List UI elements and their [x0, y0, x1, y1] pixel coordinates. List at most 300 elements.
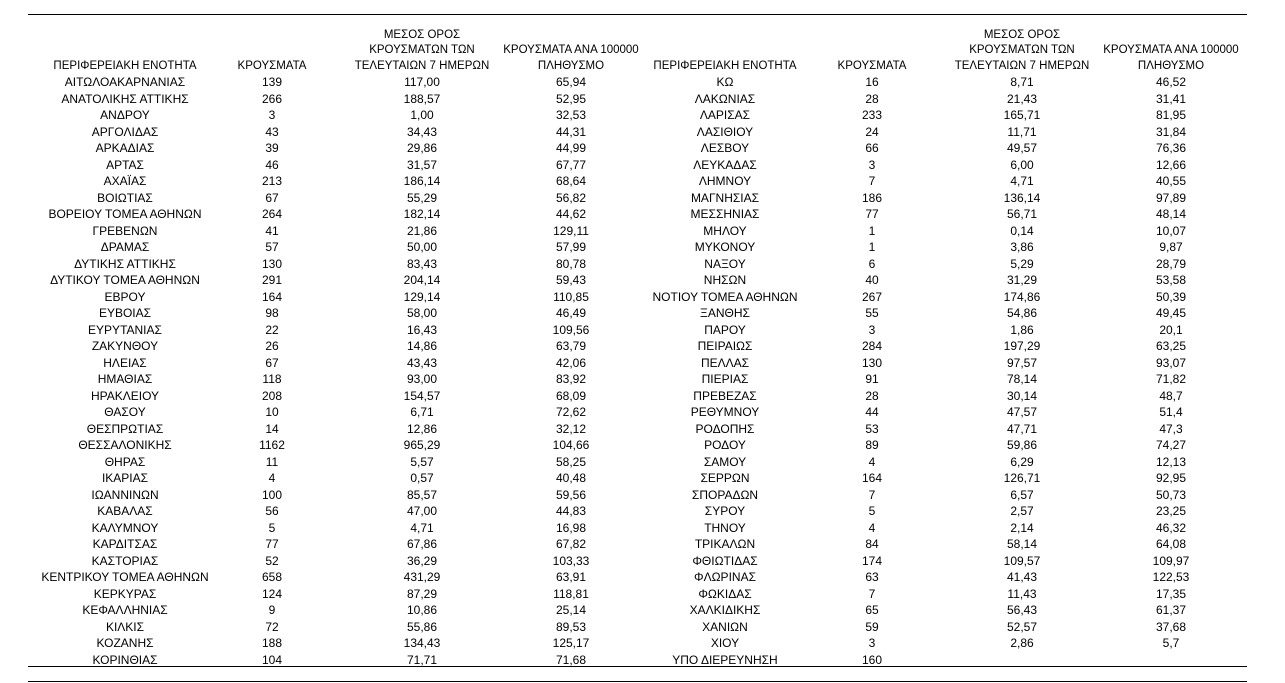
cell-avg7-left: 16,43: [406, 322, 438, 337]
cell-per100k-left: 68,09: [555, 388, 587, 403]
table-row: [0, 91, 1285, 108]
cell-per100k-right: 47,3: [1159, 421, 1183, 436]
cell-cases-left: 3: [268, 108, 276, 122]
cell-per100k-left: 40,48: [555, 471, 587, 485]
cell-cases-left: 52: [265, 553, 279, 568]
cell-per100k-right: 31,84: [1155, 124, 1187, 139]
cell-cases-right: 174: [861, 553, 883, 568]
table-row: [0, 520, 1285, 537]
cell-cases-left: 10: [265, 405, 279, 419]
table-row: [0, 223, 1285, 240]
cell-cases-right: 16: [865, 75, 879, 89]
cell-avg7-left: 117,00: [404, 75, 440, 89]
cell-per100k-left: 42,06: [555, 355, 587, 370]
cell-region-right: ΛΗΜΝΟΥ: [698, 174, 752, 188]
cell-per100k-left: 63,79: [555, 339, 587, 353]
cell-per100k-left: 125,17: [552, 636, 590, 650]
cell-per100k-right: 63,25: [1155, 339, 1187, 353]
cell-region-right: ΦΩΚΙΔΑΣ: [698, 586, 752, 601]
cell-avg7-right: 0,14: [1010, 223, 1034, 238]
cell-avg7-left: 58,00: [406, 306, 438, 320]
cell-per100k-right: 109,97: [1152, 553, 1190, 568]
cell-cases-left: 98: [265, 306, 279, 320]
cell-cases-left: 67: [265, 355, 279, 370]
table-row: [0, 553, 1285, 570]
cell-region-left: ΑΙΤΩΛΟΑΚΑΡΝΑΝΙΑΣ: [64, 75, 186, 89]
cell-region-left: ΔΥΤΙΚΗΣ ΑΤΤΙΚΗΣ: [74, 256, 176, 271]
cell-cases-right: 7: [868, 586, 876, 601]
cell-per100k-right: 46,32: [1155, 520, 1187, 535]
cell-cases-left: 188: [261, 636, 283, 650]
cell-region-left: ΑΡΚΑΔΙΑΣ: [95, 141, 155, 155]
cell-per100k-left: 68,64: [555, 174, 587, 188]
table-row: [0, 404, 1285, 421]
cell-avg7-left: 154,57: [403, 388, 441, 403]
cell-cases-right: 4: [868, 520, 876, 535]
header-cases-left: ΚΡΟΥΣΜΑΤΑ: [237, 59, 307, 72]
cell-cases-right: 5: [868, 504, 876, 518]
header-region-left: ΠΕΡΙΦΕΡΕΙΑΚΗ ΕΝΟΤΗΤΑ: [53, 59, 197, 72]
cell-cases-right: 24: [865, 124, 879, 139]
cell-per100k-right: 81,95: [1155, 108, 1187, 122]
cell-avg7-left: 5,57: [410, 454, 434, 469]
cell-per100k-right: 49,45: [1155, 306, 1187, 320]
cell-per100k-right: 46,52: [1155, 75, 1187, 89]
cell-avg7-right: 126,71: [1003, 471, 1041, 485]
cell-per100k-left: 46,49: [555, 306, 587, 320]
cell-cases-left: 14: [265, 421, 279, 436]
table-row: [0, 173, 1285, 190]
cell-region-right: ΦΘΙΩΤΙΔΑΣ: [692, 553, 758, 568]
cell-cases-left: 77: [265, 537, 279, 551]
cell-cases-right: 91: [865, 372, 879, 386]
cell-per100k-right: 51,4: [1159, 405, 1183, 419]
cell-per100k-left: 118,81: [553, 586, 589, 601]
cell-per100k-left: 59,56: [555, 487, 587, 502]
cell-avg7-left: 12,86: [406, 421, 438, 436]
cell-cases-left: 46: [265, 157, 279, 172]
cell-cases-left: 22: [265, 322, 279, 337]
cell-cases-right: 6: [868, 256, 876, 271]
table-row: [0, 272, 1285, 289]
cell-avg7-left: 29,86: [406, 141, 438, 155]
cell-per100k-right: 17,35: [1155, 586, 1187, 601]
table-row: [0, 256, 1285, 273]
cell-avg7-left: 21,86: [406, 223, 438, 238]
cell-cases-right: 3: [868, 636, 876, 650]
cell-cases-right: 28: [865, 388, 879, 403]
cell-cases-left: 5: [268, 520, 276, 535]
cell-cases-right: 40: [865, 273, 879, 287]
cell-avg7-left: 34,43: [406, 124, 438, 139]
cell-avg7-right: 1,86: [1010, 322, 1034, 337]
cell-per100k-right: 20,1: [1159, 322, 1183, 337]
cell-per100k-left: 65,94: [555, 75, 587, 89]
cell-per100k-right: 50,39: [1155, 289, 1187, 304]
cell-avg7-right: 56,43: [1006, 603, 1038, 617]
cell-region-right: ΤΗΝΟΥ: [704, 520, 746, 535]
cell-avg7-left: 4,71: [410, 520, 434, 535]
cell-region-left: ΚΕΦΑΛΛΗΝΙΑΣ: [82, 603, 168, 617]
table-row: [0, 421, 1285, 438]
cell-region-left: ΚΑΣΤΟΡΙΑΣ: [91, 553, 159, 568]
cell-avg7-left: 87,29: [406, 586, 438, 601]
cell-avg7-right: 2,57: [1010, 504, 1034, 518]
table-row: [0, 74, 1285, 91]
cell-region-right: ΠΕΙΡΑΙΩΣ: [697, 339, 753, 353]
cell-cases-left: 130: [261, 256, 283, 271]
cell-per100k-right: 122,53: [1152, 570, 1190, 584]
cell-avg7-right: 30,14: [1006, 388, 1038, 403]
cell-region-left: ΘΕΣΠΡΩΤΙΑΣ: [86, 421, 164, 436]
cell-per100k-right: 50,73: [1155, 487, 1187, 502]
cell-avg7-right: 174,86: [1003, 289, 1041, 304]
cell-avg7-right: 6,00: [1010, 157, 1034, 172]
cell-per100k-left: 129,11: [553, 223, 589, 238]
cell-region-left: ΑΝΑΤΟΛΙΚΗΣ ΑΤΤΙΚΗΣ: [61, 91, 189, 106]
table-row: [0, 602, 1285, 619]
cell-region-right: ΦΛΩΡΙΝΑΣ: [694, 570, 756, 584]
cell-avg7-left: 83,43: [406, 256, 438, 271]
cell-avg7-right: 41,43: [1006, 570, 1038, 584]
table-row: [0, 355, 1285, 372]
cell-per100k-right: 10,07: [1155, 223, 1187, 238]
cell-avg7-right: 97,57: [1006, 355, 1038, 370]
cell-region-left: ΕΒΡΟΥ: [104, 289, 146, 304]
cell-cases-right: 89: [865, 438, 879, 452]
header-per100k-left: ΚΡΟΥΣΜΑΤΑ ΑΝΑ 100000 ΠΛΗΘΥΣΜΟ: [503, 44, 639, 72]
cell-per100k-right: 53,58: [1155, 273, 1187, 287]
cell-region-right: ΝΟΤΙΟΥ ΤΟΜΕΑ ΑΘΗΝΩΝ: [652, 289, 798, 304]
cell-region-left: ΑΧΑΪΑΣ: [103, 174, 147, 188]
table-row: [0, 157, 1285, 174]
cell-per100k-right: 12,13: [1155, 454, 1187, 469]
table-row: [0, 371, 1285, 388]
cell-avg7-left: 965,29: [403, 438, 441, 452]
cell-region-left: ΕΥΒΟΙΑΣ: [98, 306, 152, 320]
header-region-right: ΠΕΡΙΦΕΡΕΙΑΚΗ ΕΝΟΤΗΤΑ: [653, 59, 797, 72]
cell-avg7-left: 14,86: [406, 339, 438, 353]
cell-region-right: ΡΟΔΟΥ: [704, 438, 746, 452]
cell-cases-left: 1162: [259, 438, 285, 452]
cell-cases-left: 164: [261, 289, 283, 304]
cell-region-right: ΡΕΘΥΜΝΟΥ: [690, 405, 760, 419]
cell-cases-right: 164: [861, 471, 883, 485]
table-row: [0, 487, 1285, 504]
cell-region-right: ΣΠΟΡΑΔΩΝ: [691, 487, 759, 502]
cell-cases-left: 100: [261, 487, 283, 502]
header-avg7-left: ΜΕΣΟΣ ΟΡΟΣ ΚΡΟΥΣΜΑΤΩΝ ΤΩΝ ΤΕΛΕΥΤΑΙΩΝ 7 ΗΜΕΡΩΝ: [354, 28, 490, 72]
cell-cases-right: 53: [865, 421, 879, 436]
cell-avg7-right: 136,14: [1003, 190, 1041, 205]
cell-region-right: ΛΑΚΩΝΙΑΣ: [694, 91, 756, 106]
cell-region-right: ΣΕΡΡΩΝ: [700, 471, 750, 485]
cell-region-right: ΝΑΞΟΥ: [704, 256, 746, 271]
cell-per100k-left: 56,82: [555, 190, 587, 205]
cell-avg7-right: 21,43: [1006, 91, 1038, 106]
cell-region-right: ΚΩ: [716, 75, 734, 89]
cell-avg7-right: 2,86: [1010, 636, 1034, 650]
cell-cases-left: 9: [268, 603, 276, 617]
cell-region-left: ΚΙΛΚΙΣ: [105, 619, 145, 634]
cell-per100k-right: 31,41: [1155, 91, 1187, 106]
cell-region-left: ΑΡΓΟΛΙΔΑΣ: [91, 124, 159, 139]
cell-avg7-left: 43,43: [406, 355, 438, 370]
table-row: [0, 239, 1285, 256]
cell-cases-left: 291: [261, 273, 283, 287]
cell-region-left: ΗΡΑΚΛΕΙΟΥ: [90, 388, 160, 403]
cell-per100k-right: 48,14: [1155, 207, 1187, 221]
cell-region-right: ΧΑΝΙΩΝ: [702, 619, 748, 634]
table-row: [0, 124, 1285, 141]
table-row: [0, 586, 1285, 603]
cell-cases-right: 130: [861, 355, 883, 370]
cell-cases-left: 56: [265, 504, 279, 518]
cell-region-left: ΚΟΡΙΝΘΙΑΣ: [92, 652, 158, 667]
table-row: [0, 536, 1285, 553]
cell-per100k-right: 93,07: [1155, 355, 1187, 370]
cell-cases-right: 186: [861, 190, 883, 205]
table-row: [0, 635, 1285, 652]
cell-per100k-left: 104,66: [552, 438, 590, 452]
table-row: [0, 107, 1285, 124]
table-bottom-rule: [28, 666, 1247, 667]
cell-per100k-left: 32,53: [555, 108, 587, 122]
cell-per100k-right: 71,82: [1155, 372, 1187, 386]
cell-region-left: ΗΛΕΙΑΣ: [103, 355, 147, 370]
cell-cases-left: 658: [261, 570, 283, 584]
cell-cases-right: 1: [868, 223, 876, 238]
cell-cases-right: 55: [865, 306, 879, 320]
cell-avg7-right: 5,29: [1010, 256, 1034, 271]
cell-cases-left: 124: [261, 586, 283, 601]
cell-avg7-right: 47,57: [1006, 405, 1038, 419]
table-row: [0, 569, 1285, 586]
cell-avg7-right: 47,71: [1006, 421, 1038, 436]
cell-avg7-right: 6,29: [1010, 454, 1034, 469]
cell-cases-left: 41: [265, 223, 279, 238]
cell-per100k-left: 72,62: [555, 405, 587, 419]
cell-per100k-right: 61,37: [1155, 603, 1187, 617]
cell-per100k-left: 67,82: [555, 537, 587, 551]
table-row: [0, 140, 1285, 157]
cell-per100k-right: 74,27: [1155, 438, 1187, 452]
cell-per100k-left: 44,62: [555, 207, 587, 221]
cell-region-right: ΥΠΟ ΔΙΕΡΕΥΝΗΣΗ: [672, 652, 778, 667]
table-row: [0, 437, 1285, 454]
cell-per100k-left: 44,83: [555, 504, 587, 518]
cell-region-right: ΡΟΔΟΠΗΣ: [695, 421, 755, 436]
cell-per100k-left: 44,99: [555, 141, 587, 155]
cell-avg7-left: 134,43: [403, 636, 441, 650]
cell-per100k-right: 23,25: [1155, 504, 1187, 518]
table-row: [0, 454, 1285, 471]
table-row: [0, 190, 1285, 207]
cell-avg7-right: 49,57: [1006, 141, 1038, 155]
cell-per100k-left: 44,31: [555, 124, 587, 139]
cell-region-right: ΣΑΜΟΥ: [703, 454, 747, 469]
cell-cases-left: 72: [265, 619, 279, 634]
cell-cases-right: 28: [865, 91, 879, 106]
cell-avg7-right: 109,57: [1003, 553, 1041, 568]
cell-avg7-left: 6,71: [410, 405, 434, 419]
cell-region-left: ΙΩΑΝΝΙΝΩΝ: [91, 487, 159, 502]
cell-per100k-right: 97,89: [1155, 190, 1187, 205]
cell-region-left: ΚΕΡΚΥΡΑΣ: [93, 586, 157, 601]
cell-region-right: ΜΥΚΟΝΟΥ: [694, 240, 756, 254]
cell-cases-left: 39: [265, 141, 279, 155]
cell-region-left: ΚΑΡΔΙΤΣΑΣ: [92, 537, 158, 551]
cell-avg7-left: 431,29: [403, 570, 441, 584]
cell-cases-left: 266: [261, 91, 283, 106]
cell-avg7-left: 204,14: [403, 273, 441, 287]
cell-per100k-left: 59,43: [555, 273, 587, 287]
header-cases-right: ΚΡΟΥΣΜΑΤΑ: [837, 59, 907, 72]
cell-avg7-left: 85,57: [406, 487, 438, 502]
cell-cases-right: 3: [868, 322, 876, 337]
table-row: [0, 503, 1285, 520]
cell-per100k-left: 89,53: [555, 619, 587, 634]
cell-region-left: ΚΕΝΤΡΙΚΟΥ ΤΟΜΕΑ ΑΘΗΝΩΝ: [41, 570, 209, 584]
cell-cases-right: 66: [865, 141, 879, 155]
cell-cases-right: 1: [868, 240, 876, 254]
cell-avg7-right: 58,14: [1006, 537, 1038, 551]
cell-cases-left: 208: [261, 388, 283, 403]
cell-cases-left: 26: [265, 339, 279, 353]
cell-per100k-left: 58,25: [555, 454, 587, 469]
cell-avg7-right: 78,14: [1006, 372, 1038, 386]
cell-region-right: ΠΕΛΛΑΣ: [700, 355, 750, 370]
cell-region-left: ΚΟΖΑΝΗΣ: [96, 636, 154, 650]
cell-avg7-right: 6,57: [1010, 487, 1034, 502]
cell-cases-left: 118: [262, 372, 282, 386]
cell-per100k-left: 25,14: [555, 603, 587, 617]
cell-avg7-left: 186,14: [403, 174, 441, 188]
cell-avg7-right: 31,29: [1006, 273, 1038, 287]
cell-per100k-right: 76,36: [1155, 141, 1187, 155]
cell-avg7-left: 93,00: [406, 372, 438, 386]
cell-per100k-right: 92,95: [1155, 471, 1187, 485]
cell-cases-right: 65: [865, 603, 879, 617]
cell-cases-right: 7: [868, 487, 876, 502]
cell-avg7-right: 56,71: [1006, 207, 1038, 221]
cell-region-left: ΑΡΤΑΣ: [106, 157, 144, 172]
cell-cases-right: 84: [865, 537, 879, 551]
cell-region-left: ΖΑΚΥΝΘΟΥ: [91, 339, 159, 353]
table-row: [0, 470, 1285, 487]
cell-per100k-right: 64,08: [1155, 537, 1187, 551]
cell-avg7-left: 10,86: [406, 603, 438, 617]
cell-avg7-left: 50,00: [406, 240, 438, 254]
cell-avg7-left: 182,14: [403, 207, 441, 221]
cell-per100k-left: 57,99: [555, 240, 587, 254]
cell-cases-left: 67: [265, 190, 279, 205]
cell-region-left: ΑΝΔΡΟΥ: [100, 108, 150, 122]
cell-per100k-left: 109,56: [552, 322, 590, 337]
cell-avg7-left: 55,29: [406, 190, 438, 205]
cell-per100k-left: 32,12: [555, 421, 587, 436]
cell-per100k-right: 48,7: [1159, 388, 1183, 403]
cell-region-right: ΧΑΛΚΙΔΙΚΗΣ: [689, 603, 761, 617]
cell-region-left: ΔΥΤΙΚΟΥ ΤΟΜΕΑ ΑΘΗΝΩΝ: [50, 273, 200, 287]
cell-region-left: ΘΑΣΟΥ: [104, 405, 146, 419]
cell-region-right: ΛΕΣΒΟΥ: [700, 141, 750, 155]
cell-avg7-left: 71,71: [406, 652, 438, 667]
cell-region-right: ΜΑΓΝΗΣΙΑΣ: [690, 190, 760, 205]
cell-avg7-left: 188,57: [403, 91, 441, 106]
cell-per100k-left: 80,78: [555, 256, 587, 271]
cell-region-right: ΞΑΝΘΗΣ: [700, 306, 750, 320]
cell-cases-left: 43: [265, 124, 279, 139]
cell-per100k-left: 83,92: [555, 372, 587, 386]
cell-cases-right: 44: [865, 405, 879, 419]
cell-cases-right: 233: [861, 108, 883, 122]
cell-avg7-left: 0,57: [410, 471, 434, 485]
cell-cases-left: 4: [268, 471, 276, 485]
cell-per100k-left: 16,98: [555, 520, 587, 535]
cell-region-right: ΠΡΕΒΕΖΑΣ: [693, 388, 757, 403]
cell-avg7-left: 47,00: [406, 504, 438, 518]
cell-cases-right: 3: [868, 157, 876, 172]
table-row: [0, 206, 1285, 223]
cell-region-left: ΒΟΡΕΙΟΥ ΤΟΜΕΑ ΑΘΗΝΩΝ: [48, 207, 202, 221]
cell-per100k-right: 40,55: [1155, 174, 1187, 188]
cell-avg7-left: 31,57: [406, 157, 438, 172]
cell-per100k-right: 5,7: [1162, 636, 1180, 650]
cell-avg7-left: 55,86: [406, 619, 438, 634]
cell-per100k-right: 9,87: [1159, 240, 1183, 254]
cell-per100k-right: 37,68: [1155, 619, 1187, 634]
header-per100k-right: ΚΡΟΥΣΜΑΤΑ ΑΝΑ 100000 ΠΛΗΘΥΣΜΟ: [1103, 44, 1239, 72]
table-row: [0, 289, 1285, 306]
cell-per100k-left: 110,85: [553, 289, 589, 304]
cell-region-left: ΘΗΡΑΣ: [104, 454, 146, 469]
cell-per100k-left: 52,95: [555, 91, 587, 106]
cell-cases-right: 7: [868, 174, 876, 188]
cell-region-left: ΗΜΑΘΙΑΣ: [97, 372, 153, 386]
cell-cases-right: 284: [861, 339, 883, 353]
cell-avg7-right: 59,86: [1006, 438, 1038, 452]
cell-region-right: ΠΑΡΟΥ: [704, 322, 746, 337]
cell-cases-left: 104: [261, 652, 283, 667]
cell-cases-right: 59: [865, 619, 879, 634]
header-avg7-right: ΜΕΣΟΣ ΟΡΟΣ ΚΡΟΥΣΜΑΤΩΝ ΤΩΝ ΤΕΛΕΥΤΑΙΩΝ 7 ΗΜΕΡΩΝ: [954, 28, 1090, 72]
cell-avg7-right: 3,86: [1010, 240, 1034, 254]
table-row: [0, 619, 1285, 636]
cell-avg7-right: 54,86: [1006, 306, 1038, 320]
cell-cases-left: 264: [261, 207, 283, 221]
cell-avg7-right: 197,29: [1003, 339, 1041, 353]
cell-region-right: ΛΕΥΚΑΔΑΣ: [693, 157, 757, 172]
cell-cases-right: 77: [865, 207, 879, 221]
cell-region-right: ΛΑΣΙΘΙΟΥ: [696, 124, 754, 139]
cell-region-left: ΓΡΕΒΕΝΩΝ: [92, 223, 158, 238]
cell-per100k-left: 71,68: [555, 652, 587, 667]
cell-region-right: ΠΙΕΡΙΑΣ: [701, 372, 749, 386]
table-top-rule: [28, 14, 1247, 15]
cell-avg7-right: 52,57: [1006, 619, 1038, 634]
cell-region-right: ΜΕΣΣΗΝΙΑΣ: [690, 207, 760, 221]
cell-region-right: ΜΗΛΟΥ: [703, 223, 747, 238]
cell-avg7-left: 1,00: [410, 108, 434, 122]
cell-cases-left: 139: [261, 75, 283, 89]
cell-avg7-right: 11,71: [1007, 124, 1037, 139]
cell-per100k-right: 28,79: [1155, 256, 1187, 271]
cell-region-left: ΔΡΑΜΑΣ: [100, 240, 150, 254]
cell-region-right: ΤΡΙΚΑΛΩΝ: [694, 537, 756, 551]
cell-region-right: ΝΗΣΩΝ: [703, 273, 747, 287]
table-row: [0, 338, 1285, 355]
